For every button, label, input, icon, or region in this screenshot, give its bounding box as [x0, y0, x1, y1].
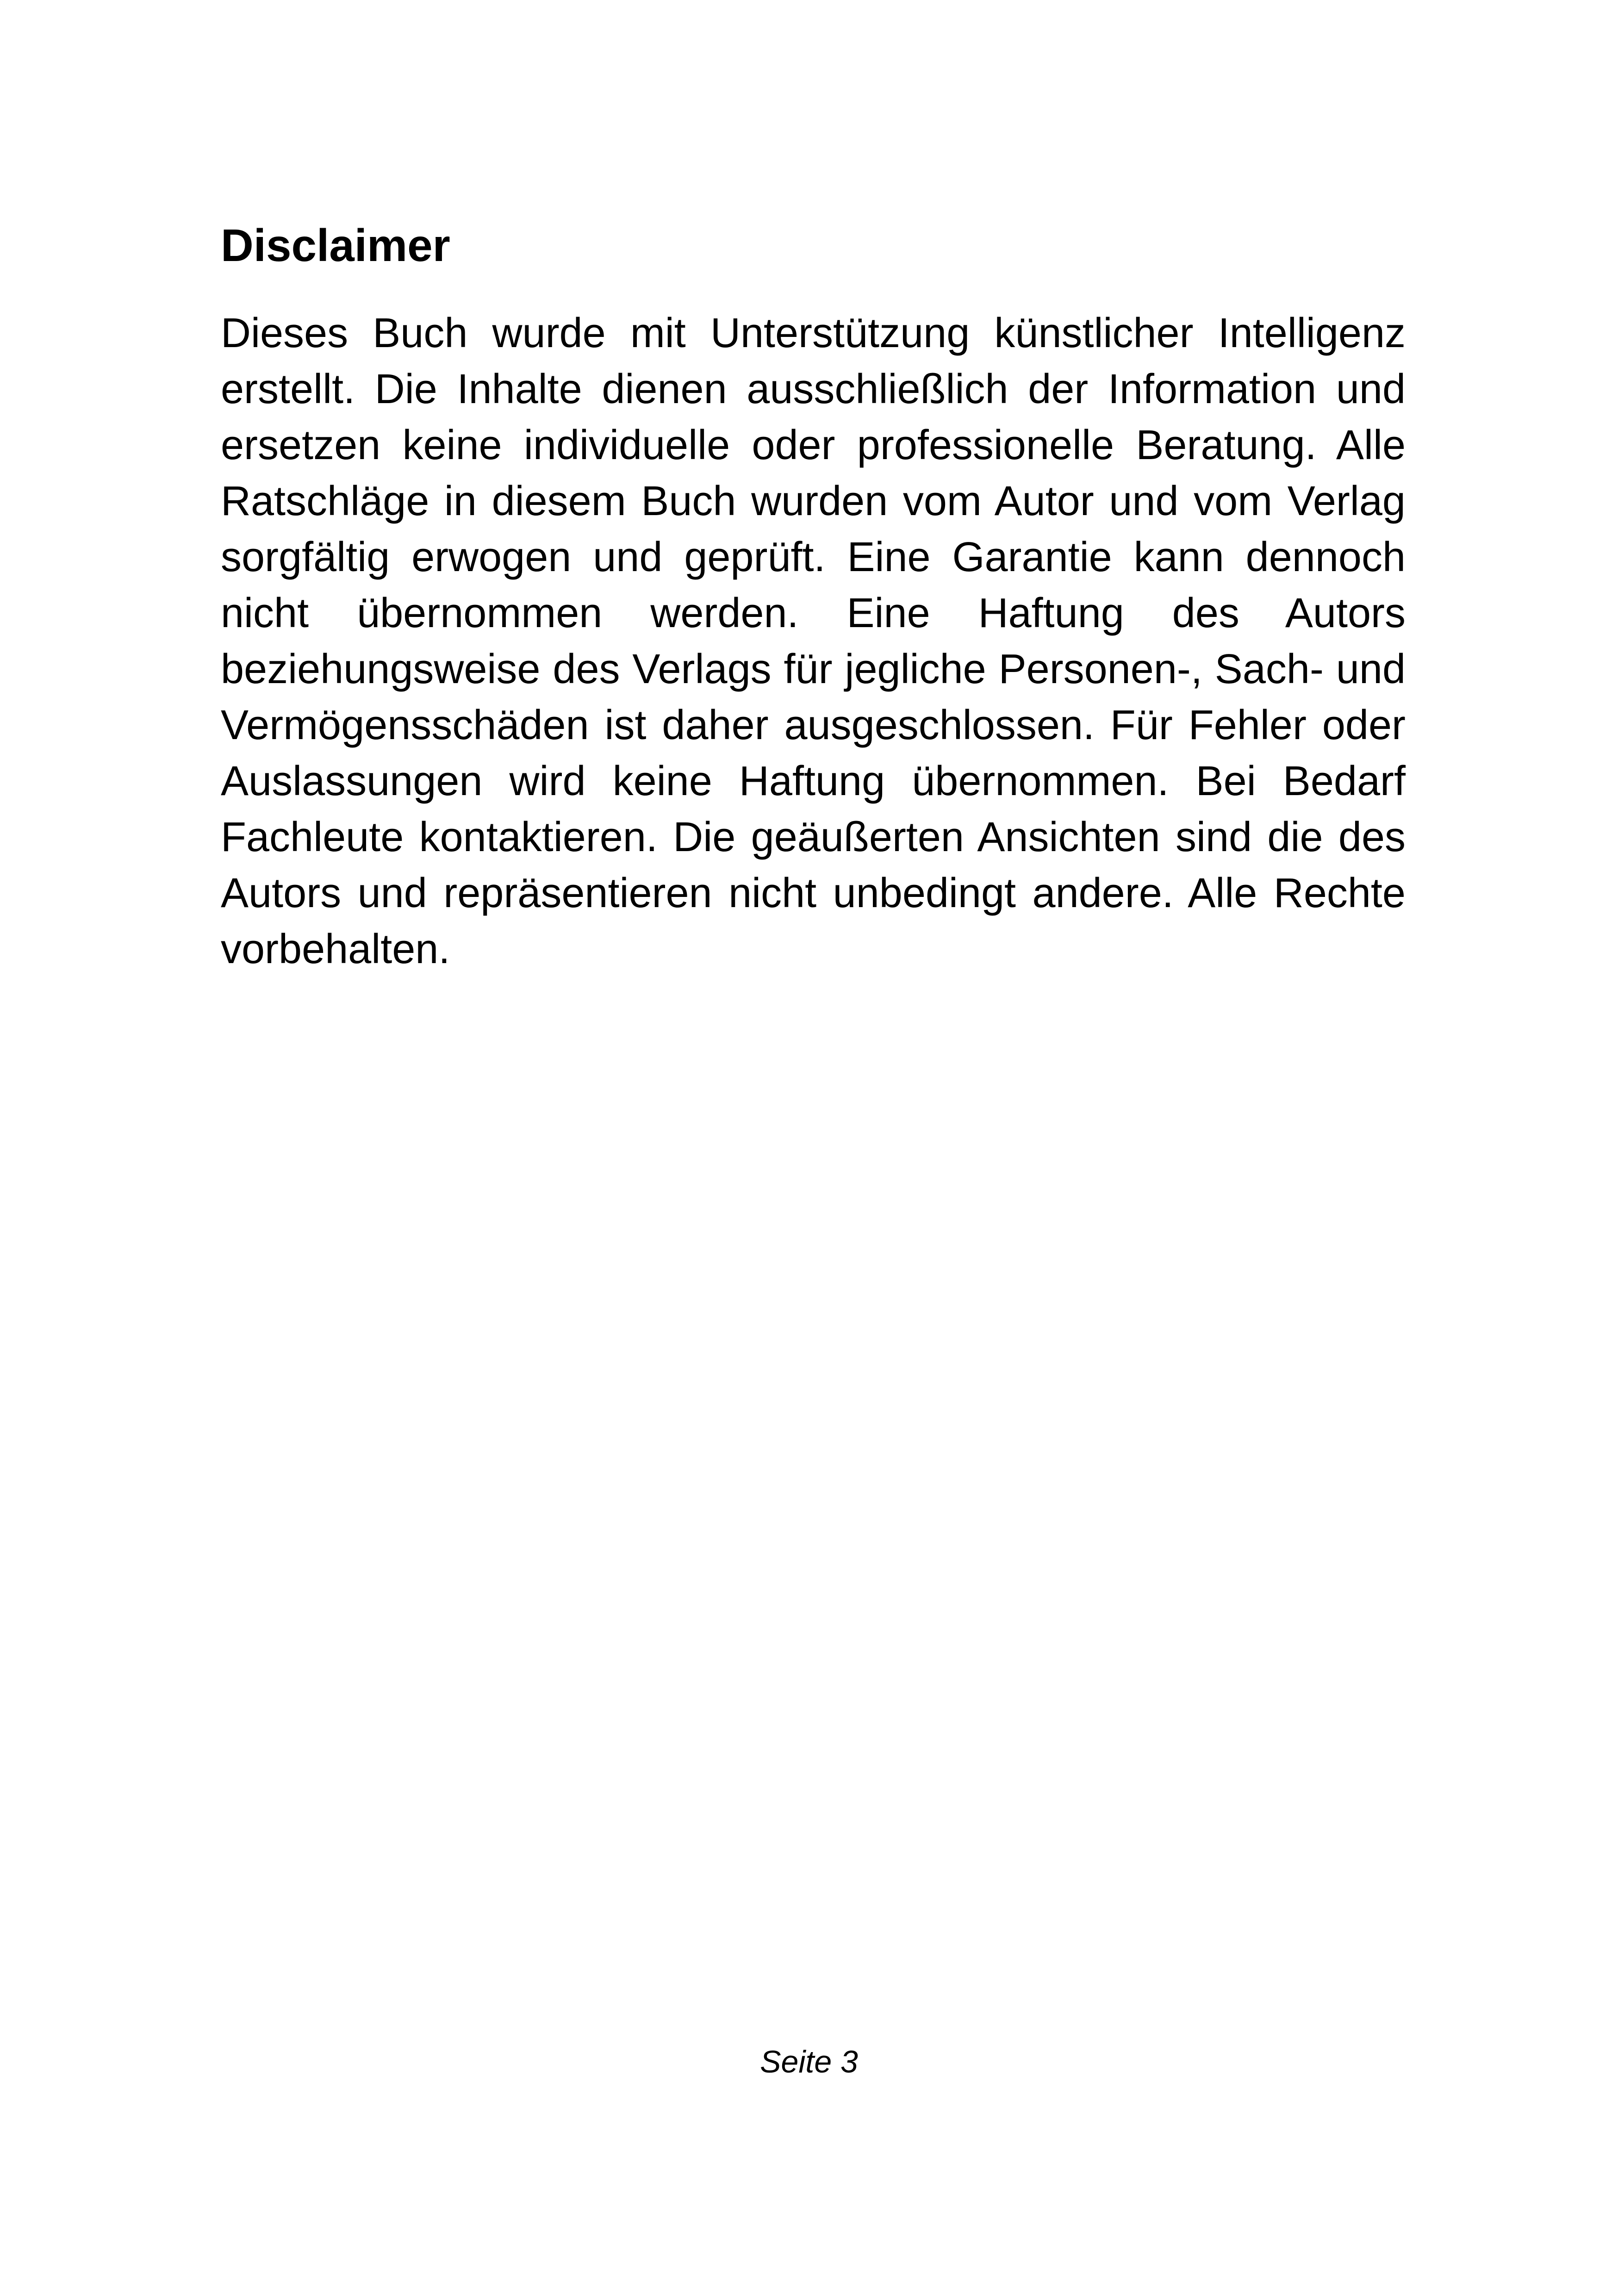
page-number-footer: Seite 3 [760, 2044, 858, 2079]
disclaimer-section [221, 218, 1406, 977]
disclaimer-paragraph: Dieses Buch wurde mit Unterstützung künstlicher Intelligenz erstellt. Die Inhalte dienen ausschließlich der Information und ersetzen keine individuelle oder professionelle Beratung. Alle Ratschläge in diesem Buch wurden vom Autor und vom Verlag sorgfältig erwogen und geprüft. Eine Garantie kann dennoch nicht übernommen werden. Eine Haftung des Autors beziehungsweise des Verlags für jegliche Personen-, Sach- und Vermögensschäden ist daher ausgeschlossen. Für Fehler oder Auslassungen wird keine Haftung übernommen. Bei Bedarf Fachleute kontaktieren. Die geäußerten Ansichten sind die des Autors und repräsentieren nicht unbedingt andere. Alle Rechte vorbehalten. [221, 310, 1406, 972]
page-title: Disclaimer [221, 220, 450, 271]
